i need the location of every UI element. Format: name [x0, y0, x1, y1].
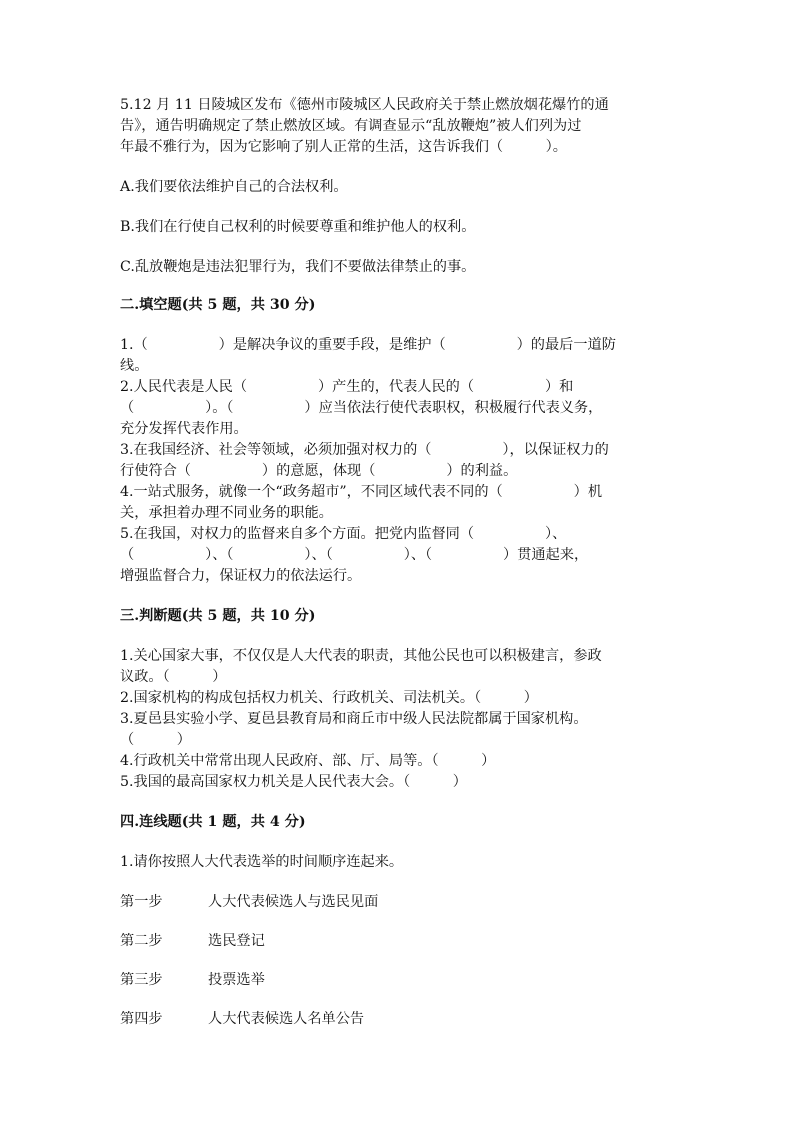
question-text-line: 4.行政机关中常常出现人民政府、部、厅、局等。（ ）: [120, 753, 496, 769]
question-text-line: 议政。（ ）: [120, 669, 227, 685]
matching-row: [120, 970, 680, 991]
section-heading-true-false: 三.判断题(共 5 题，共 10 分): [120, 608, 316, 624]
matching-step: 第四步: [120, 1011, 163, 1027]
matching-item: 投票选举: [208, 972, 265, 988]
question-text-line: 充分发挥代表作用。: [120, 421, 248, 437]
fill-blank-questions: [120, 335, 680, 587]
matching-item: 人大代表候选人与选民见面: [208, 894, 379, 910]
matching-row: [120, 1009, 680, 1030]
question-text-line: 关，承担着办理不同业务的职能。: [120, 505, 333, 521]
question-text-line: 增强监督合力，保证权力的依法运行。: [120, 568, 362, 584]
question-text-line: （ ）。（ ）应当依法行使代表职权，积极履行代表义务，: [120, 400, 603, 416]
question-text-line: 线。: [120, 358, 149, 374]
question-text-line: 3.夏邑县实验小学、夏邑县教育局和商丘市中级人民法院都属于国家机构。: [120, 711, 588, 727]
matching-step: 第三步: [120, 972, 163, 988]
matching-step: 第二步: [120, 933, 163, 949]
matching-row: [120, 931, 680, 952]
question-5: [120, 95, 680, 158]
question-text-line: 3.在我国经济、社会等领域，必须加强对权力的（ ），以保证权力的: [120, 442, 609, 458]
question-text-line: 4.一站式服务，就像一个“政务超市”，不同区域代表不同的（ ）机: [120, 484, 603, 500]
question-text-line: 1.（ ）是解决争议的重要手段，是维护（ ）的最后一道防: [120, 337, 616, 353]
question-text-line: 5.在我国，对权力的监督来自多个方面。把党内监督同（ ）、: [120, 526, 567, 542]
option-a: A.我们要依法维护自己的合法权利。: [120, 179, 348, 195]
matching-row: [120, 892, 680, 913]
question-text-line: 2.人民代表是人民（ ）产生的，代表人民的（ ）和: [120, 379, 574, 395]
question-text-line: （ ）: [120, 732, 191, 748]
question-text-line: （ ）、（ ）、（ ）、（ ）贯通起来，: [120, 547, 589, 563]
matching-item: 选民登记: [208, 933, 265, 949]
question-text-line: 2.国家机构的构成包括权力机关、行政机关、司法机关。（ ）: [120, 690, 538, 706]
question-text-line: 告》，通告明确规定了禁止燃放区域。有调查显示“乱放鞭炮”被人们列为过: [120, 118, 582, 134]
matching-item: 人大代表候选人名单公告: [208, 1011, 365, 1027]
matching-step: 第一步: [120, 894, 163, 910]
matching-question: 1.请你按照人大代表选举的时间顺序连起来。: [120, 854, 404, 870]
true-false-questions: [120, 646, 680, 793]
question-text-line: 5.12 月 11 日陵城区发布《德州市陵城区人民政府关于禁止燃放烟花爆竹的通: [120, 97, 609, 113]
section-heading-fill-blank: 二.填空题(共 5 题，共 30 分): [120, 297, 316, 313]
section-heading-matching: 四.连线题(共 1 题，共 4 分): [120, 814, 306, 830]
option-b: B.我们在行使自己权利的时候要尊重和维护他人的权利。: [120, 219, 476, 235]
question-text-line: 年最不雅行为，因为它影响了别人正常的生活，这告诉我们（ ）。: [120, 139, 567, 155]
question-text-line: 行使符合（ ）的意愿，体现（ ）的利益。: [120, 463, 518, 479]
question-text-line: 1.关心国家大事，不仅仅是人大代表的职责，其他公民也可以积极建言，参政: [120, 648, 602, 664]
question-text-line: 5.我国的最高国家权力机关是人民代表大会。（ ）: [120, 774, 467, 790]
option-c: C.乱放鞭炮是违法犯罪行为，我们不要做法律禁止的事。: [120, 259, 476, 275]
document-page: [120, 95, 680, 1030]
